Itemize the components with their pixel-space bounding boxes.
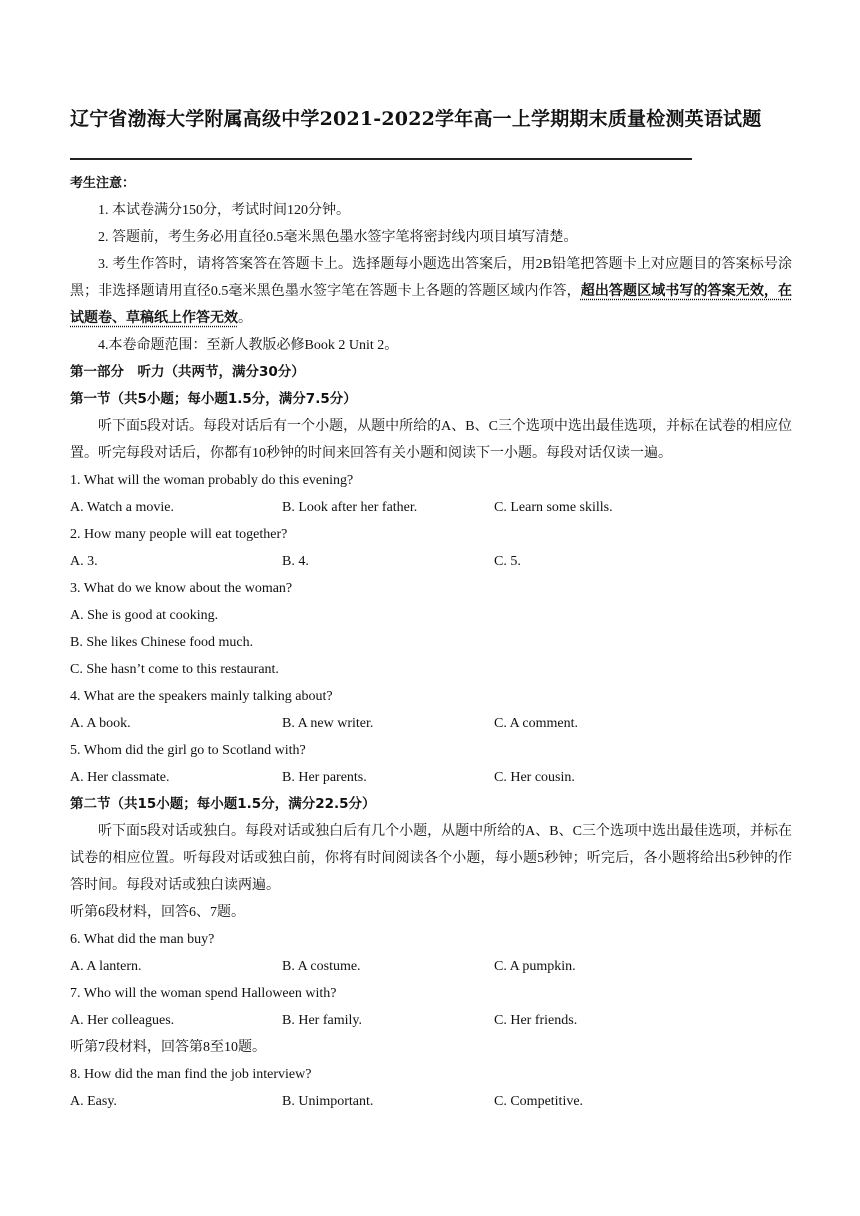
section1-instructions: 听下面5段对话。每段对话后有一个小题，从题中所给的A、B、C三个选项中选出最佳选项，并标在试卷的相应位置。听完每段对话后，你都有10秒钟的时间来回答有关小题和阅读下一小题。每段对话仅读一遍。 bbox=[70, 419, 792, 461]
question-4-stem: 4. What are the speakers mainly talking about? bbox=[70, 689, 333, 704]
option-b: B. Look after her father. bbox=[282, 500, 418, 515]
note-4: 4.本卷命题范围：至新人教版必修Book 2 Unit 2。 bbox=[98, 338, 399, 353]
question-7-options bbox=[70, 1007, 792, 1034]
section2-heading: 第二节（共15小题；每小题1.5分，满分22.5分） bbox=[70, 796, 376, 812]
option-c: C. Her friends. bbox=[494, 1013, 578, 1028]
question-7-stem: 7. Who will the woman spend Halloween with? bbox=[70, 986, 337, 1001]
question-6-options bbox=[70, 953, 792, 980]
option-b: B. Her family. bbox=[282, 1013, 362, 1028]
question-5-stem: 5. Whom did the girl go to Scotland with? bbox=[70, 743, 306, 758]
option-a: A. 3. bbox=[70, 554, 98, 569]
option-b: B. A costume. bbox=[282, 959, 361, 974]
option-b: B. Her parents. bbox=[282, 770, 367, 785]
question-1-stem: 1. What will the woman probably do this evening? bbox=[70, 473, 354, 488]
question-3-stem: 3. What do we know about the woman? bbox=[70, 581, 293, 596]
material-6-label: 听第6段材料，回答6、7题。 bbox=[70, 905, 245, 920]
option-c: C. Learn some skills. bbox=[494, 500, 613, 515]
option-a: A. A book. bbox=[70, 716, 131, 731]
option-c: C. 5. bbox=[494, 554, 521, 569]
question-5-options bbox=[70, 764, 792, 791]
note-2: 2. 答题前，考生务必用直径0.5毫米黑色墨水签字笔将密封线内项目填写清楚。 bbox=[98, 230, 578, 245]
section2-instructions: 听下面5段对话或独白。每段对话或独白后有几个小题，从题中所给的A、B、C三个选项中选出最佳选项，并标在试卷的相应位置。听每段对话或独白前，你将有时间阅读各个小题，每小题5秒钟；听完后，各小题将给出5秒钟的作答时间。每段对话或独白读两遍。 bbox=[70, 824, 792, 893]
exam-content bbox=[70, 170, 792, 1115]
part1-heading: 第一部分 听力（共两节，满分30分） bbox=[70, 364, 305, 380]
material-7-label: 听第7段材料，回答第8至10题。 bbox=[70, 1040, 266, 1055]
note-1: 1. 本试卷满分150分，考试时间120分钟。 bbox=[98, 203, 350, 218]
option-c: C. A pumpkin. bbox=[494, 959, 576, 974]
option-a: A. She is good at cooking. bbox=[70, 608, 219, 623]
question-8-stem: 8. How did the man find the job interview? bbox=[70, 1067, 312, 1082]
option-a: A. Watch a movie. bbox=[70, 500, 174, 515]
option-c: C. A comment. bbox=[494, 716, 578, 731]
note-3-emphasis: 超出答题区域书写的答案无效，在试题卷、草稿纸上作答无效 bbox=[70, 284, 793, 326]
question-1-options bbox=[70, 494, 792, 521]
option-b: B. 4. bbox=[282, 554, 309, 569]
question-8-options bbox=[70, 1088, 792, 1115]
page-title: 辽宁省渤海大学附属高级中学2021-2022学年高一上学期期末质量检测英语试题 bbox=[70, 108, 762, 130]
option-c: C. Her cousin. bbox=[494, 770, 575, 785]
question-6-stem: 6. What did the man buy? bbox=[70, 932, 215, 947]
note-3-end: 。 bbox=[238, 311, 252, 326]
option-a: A. Easy. bbox=[70, 1094, 117, 1109]
question-2-stem: 2. How many people will eat together? bbox=[70, 527, 288, 542]
option-a: A. A lantern. bbox=[70, 959, 142, 974]
note-3 bbox=[70, 251, 792, 332]
option-c: C. Competitive. bbox=[494, 1094, 584, 1109]
option-b: B. Unimportant. bbox=[282, 1094, 374, 1109]
title-divider bbox=[70, 158, 692, 160]
option-a: A. Her classmate. bbox=[70, 770, 170, 785]
option-c: C. She hasn’t come to this restaurant. bbox=[70, 662, 279, 677]
option-b: B. She likes Chinese food much. bbox=[70, 635, 254, 650]
note-3-text: 3. 考生作答时，请将答案答在答题卡上。选择题每小题选出答案后，用2B铅笔把答题卡上对应题目的答案标号涂黑；非选择题请用直径0.5毫米黑色墨水签字笔在答题卡上各题的答题区域内作答， bbox=[70, 257, 792, 299]
option-a: A. Her colleagues. bbox=[70, 1013, 175, 1028]
question-2-options bbox=[70, 548, 792, 575]
question-4-options bbox=[70, 710, 792, 737]
section1-heading: 第一节（共5小题；每小题1.5分，满分7.5分） bbox=[70, 391, 357, 407]
notice-heading: 考生注意： bbox=[70, 176, 136, 191]
option-b: B. A new writer. bbox=[282, 716, 374, 731]
